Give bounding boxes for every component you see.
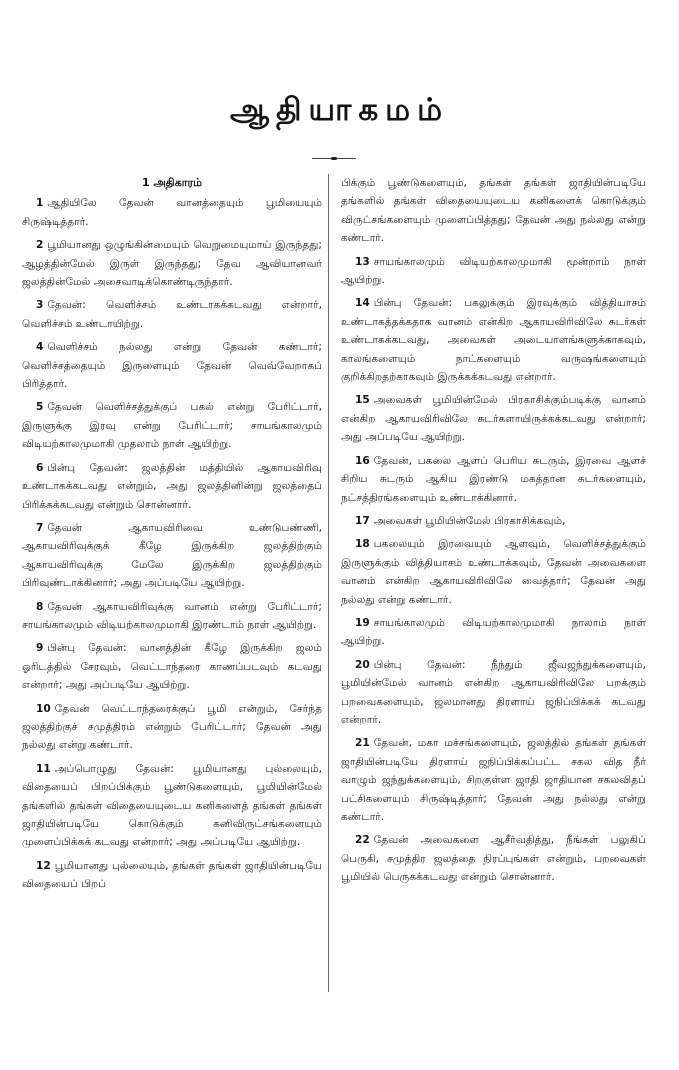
verse-number: 10 — [36, 702, 51, 715]
verse — [341, 831, 646, 886]
verse — [22, 857, 322, 894]
verse-continuation: பிக்கும் பூண்டுகளையும், தங்கள் தங்கள் ஜாதியின்படியே தங்களில் தங்கள் விதையையுடைய கனிகளைக் கொடுக்கும் விருட்சங்களையும் முளைப்பித்தது; தேவன் அது நல்லது என்று கண்டார். — [341, 177, 646, 245]
book-title: ஆதியாகமம் — [229, 92, 450, 128]
verse — [22, 639, 322, 694]
verse-text: சாயங்காலமும் விடியற்காலமுமாகி நாலாம் நாள் ஆயிற்று. — [341, 616, 646, 648]
column-divider — [328, 174, 329, 992]
verse — [22, 519, 322, 593]
verse — [341, 253, 646, 290]
verse-text: தேவன், பகலை ஆளப் பெரிய சுடரும், இரவை ஆளச் சிறிய சுடரும் ஆகிய இரண்டு மகத்தான சுடர்களையும், நட்சத்திரங்களையும் உண்டாக்கினார். — [341, 454, 646, 504]
verse-text: தேவன் அவைகளை ஆசீர்வதித்து, நீங்கள் பலுகிப் பெருகி, சமுத்திர ஜலத்தை நிரப்புங்கள் என்றும், பறவைகள் பூமியில் பெருகக்கடவது என்றும் சொன்னார். — [341, 834, 646, 884]
verse-number: 9 — [36, 642, 44, 655]
verse-number: 19 — [355, 616, 370, 629]
verse — [341, 614, 646, 651]
verse-number: 21 — [355, 737, 370, 750]
verse-number: 11 — [36, 762, 51, 775]
verse — [341, 452, 646, 507]
left-column — [22, 174, 322, 899]
verse — [341, 535, 646, 609]
verse-number: 13 — [355, 255, 370, 268]
verse — [22, 760, 322, 852]
verse — [341, 294, 646, 386]
verse-text: பின்பு தேவன்: நீந்தும் ஜீவஜந்துக்களையும், பூமியின்மேல் வானம் என்கிற ஆகாயவிரிவிலே பறக்கும் பறவைகளையும், ஜலமானது திரளாய் ஜநிப்பிக்கக் கடவது என்றார். — [341, 658, 646, 726]
verse — [22, 700, 322, 755]
verse-text: பின்பு தேவன்: பகலுக்கும் இரவுக்கும் வித்தியாசம் உண்டாகத்தக்கதாக வானம் என்கிற ஆகாயவிரிவிலே சுடர்கள் உண்டாகக்கடவது, அவைகள் அடையாளங்களுக்காகவும், காலங்களையும் நாட்களையும் வருஷங்களையும் குறிக்கிறதற்காகவும் இருக்கக்கடவது என்றார். — [341, 297, 646, 384]
title-ornament — [312, 157, 356, 161]
verse — [341, 656, 646, 730]
verse — [22, 338, 322, 393]
right-verse-list — [341, 253, 646, 887]
verse-number: 2 — [36, 239, 44, 252]
verse-number: 5 — [36, 401, 44, 414]
left-verse-list — [22, 194, 322, 893]
verse-number: 18 — [355, 538, 370, 551]
verse-number: 22 — [355, 834, 370, 847]
verse-text: ஆதியிலே தேவன் வானத்தையும் பூமியையும் சிருஷ்டித்தார். — [22, 197, 322, 228]
verse-number: 16 — [355, 454, 370, 467]
verse-text: தேவன், மகா மச்சங்களையும், ஜலத்தில் தங்கள் தங்கள் ஜாதியின்படியே திரளாய் ஜநிப்பிக்கப்பட்ட சகல வித நீர் வாழும் ஜந்துக்களையும், சிறகுள்ள ஜாதி ஜாதியான சகலவிதப் பட்சிகளையும் சிருஷ்டித்தார்; தேவன் அது நல்லது என்று கண்டார். — [341, 737, 646, 823]
verse — [22, 194, 322, 231]
verse-number: 15 — [355, 394, 370, 407]
verse-number: 20 — [355, 658, 370, 671]
verse-number: 6 — [36, 461, 44, 474]
verse — [341, 512, 646, 530]
verse-number: 7 — [36, 521, 44, 534]
verse-text: தேவன் ஆகாயவிரிவுக்கு வானம் என்று பேரிட்டார்; சாயங்காலமும் விடியற்காலமுமாகி இரண்டாம் நாள் ஆயிற்று. — [22, 600, 322, 631]
verse — [341, 391, 646, 446]
verse-number: 3 — [36, 299, 44, 312]
verse-text: அவைகள் பூமியின்மேல் பிரகாசிக்கவும், — [373, 514, 566, 527]
verse-text: பூமியானது புல்லையும், தங்கள் தங்கள் ஜாதியின்படியே விதையைப் பிறப் — [22, 859, 322, 891]
verse-number: 17 — [355, 514, 370, 527]
verse-text: பின்பு தேவன்: ஜலத்தின் மத்தியில் ஆகாயவிரிவு உண்டாகக்கடவது என்றும், அது ஜலத்தினின்று ஜலத்தைப் பிரிக்கக்கடவது என்றும் சொன்னார். — [22, 461, 322, 511]
verse-text: சாயங்காலமும் விடியற்காலமுமாகி மூன்றாம் நாள் ஆயிற்று. — [341, 255, 646, 287]
verse-text: வெளிச்சம் நல்லது என்று தேவன் கண்டார்; வெளிச்சத்தையும் இருளையும் தேவன் வெவ்வேறாகப் பிரித்தார். — [22, 341, 322, 391]
verse-number: 1 — [36, 197, 44, 210]
verse-text: தேவன் வெளிச்சத்துக்குப் பகல் என்று பேரிட்டார், இருளுக்கு இரவு என்று பேரிட்டார்; சாயங்காலமும் விடியற்காலமுமாகி முதலாம் நாள் ஆயிற்று. — [22, 401, 322, 451]
verse — [341, 734, 646, 826]
verse-text: தேவன் வெட்டாந்தரைக்குப் பூமி என்றும், சேர்ந்த ஜலத்திற்குச் சமுத்திரம் என்றும் பேரிட்டார்; தேவன் அது நல்லது என்று கண்டார். — [22, 702, 322, 752]
verse — [22, 236, 322, 291]
verse-text: பின்பு தேவன்: வானத்தின் கீழே இருக்கிற ஜலம் ஓரிடத்தில் சேரவும், வெட்டாந்தரை காணப்படவும் கடவது என்றார்; அது அப்படியே ஆயிற்று. — [22, 642, 322, 692]
verse-text: அவைகள் பூமியின்மேல் பிரகாசிக்கும்படிக்கு வானம் என்கிற ஆகாயவிரிவிலே சுடர்களாயிருக்கக்கடவது என்றார்; அது அப்படியே ஆயிற்று. — [341, 394, 646, 444]
verse-number: 12 — [36, 859, 51, 872]
verse — [22, 598, 322, 635]
verse-text: பகலையும் இரவையும் ஆளவும், வெளிச்சத்துக்கும் இருளுக்கும் வித்தியாசம் உண்டாக்கவும், தேவன் அவைகளை வானம் என்கிற ஆகாயவிரிவிலே வைத்தார்; தேவன் அது நல்லது என்று கண்டார். — [341, 538, 646, 606]
chapter-heading: 1 அதிகாரம் — [141, 176, 203, 189]
verse — [22, 296, 322, 333]
right-column — [341, 174, 646, 892]
verse — [22, 398, 322, 453]
verse-number: 14 — [355, 297, 370, 310]
verse-text: தேவன்: வெளிச்சம் உண்டாகக்கடவது என்றார், வெளிச்சம் உண்டாயிற்று. — [22, 299, 322, 330]
verse-text: பூமியானது ஒழுங்கின்மையும் வெறுமையுமாய் இருந்தது; ஆழத்தின்மேல் இருள் இருந்தது; தேவ ஆவியானவர் ஜலத்தின்மேல் அசைவாடிக்கொண்டிருந்தார். — [22, 239, 322, 289]
verse-text: அப்பொழுது தேவன்: பூமியானது புல்லையும், விதையைப் பிறப்பிக்கும் பூண்டுகளையும், பூமியின்மேல் தங்களில் தங்கள் விதையையுடைய கனிகளைத் தங்கள் தங்கள் ஜாதியின்படியே கொடுக்கும் கனிவிருட்சங்களையும் முளைப்பிக்கக் கடவது என்றார்; அது அப்படியே ஆயிற்று. — [22, 762, 322, 849]
verse-number: 4 — [36, 341, 44, 354]
verse — [22, 459, 322, 514]
verse-number: 8 — [36, 600, 44, 613]
verse-text: தேவன் ஆகாயவிரிவை உண்டுபண்ணி, ஆகாயவிரிவுக்குக் கீழே இருக்கிற ஜலத்திற்கும் ஆகாயவிரிவுக்கு மேலே இருக்கிற ஜலத்திற்கும் பிரிவுண்டாக்கினார்; அது அப்படியே ஆயிற்று. — [22, 521, 322, 590]
